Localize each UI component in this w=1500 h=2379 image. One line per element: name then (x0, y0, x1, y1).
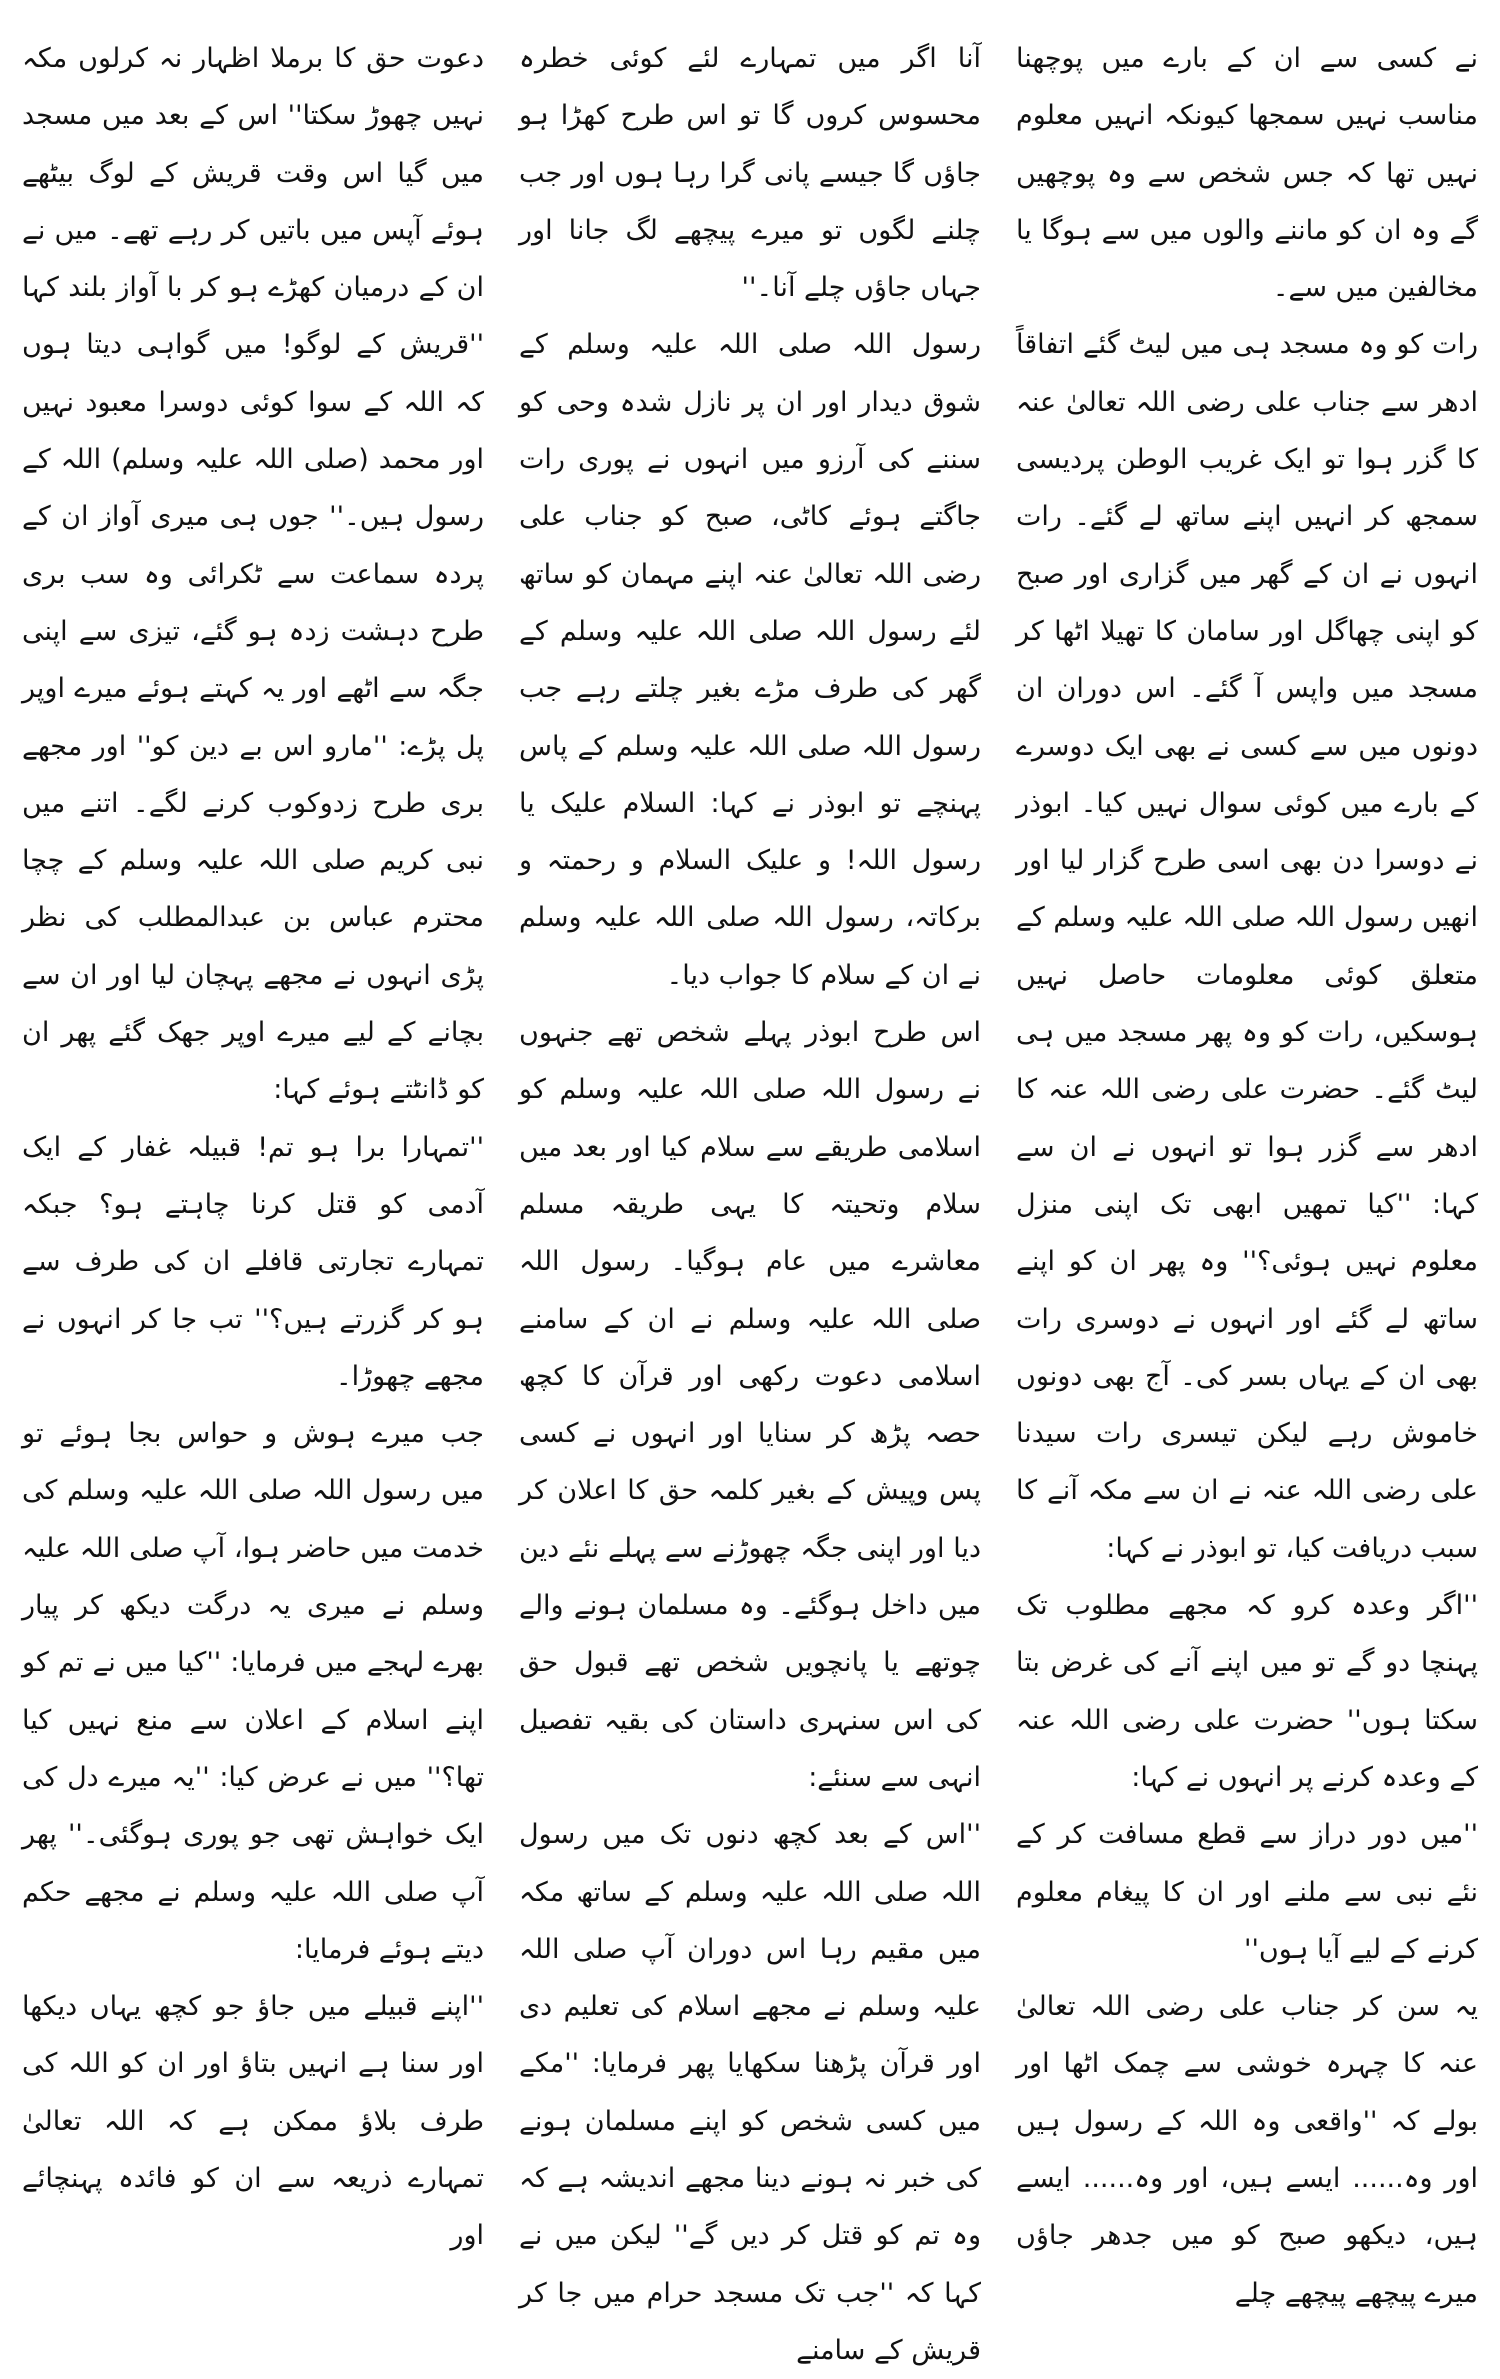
article-column-right (1016, 30, 1478, 2309)
article-column-middle (519, 30, 981, 2366)
paragraph: ''تمہارا برا ہو تم! قبیلہ غفار کے ایک آدمی کو قتل کرنا چاہتے ہو؟ جبکہ تمہارے تجارتی قافلے ان کی طرف سے ہو کر گزرتے ہیں؟'' تب جا کر انہوں نے مجھے چھوڑا۔ (22, 1131, 484, 1392)
paragraph: ''اس کے بعد کچھ دنوں تک میں رسول اللہ صلی اللہ علیہ وسلم کے ساتھ مکہ میں مقیم رہا اس دوران آپ صلی اللہ علیہ وسلم نے مجھے اسلام کی تعلیم دی اور قرآن پڑھنا سکھایا پھر فرمایا: ''مکے میں کسی شخص کو اپنے مسلمان ہونے کی خبر نہ ہونے دینا مجھے اندیشہ ہے کہ وہ تم کو قتل کر دیں گے'' لیکن میں نے کہا کہ ''جب تک مسجد حرام میں جا کر قریش کے سامنے (519, 1819, 981, 2366)
paragraph: نے کسی سے ان کے بارے میں پوچھنا مناسب نہیں سمجھا کیونکہ انہیں معلوم نہیں تھا کہ جس شخص سے وہ پوچھیں گے وہ ان کو ماننے والوں میں سے ہوگا یا مخالفین میں سے۔ (1016, 43, 1478, 304)
paragraph: جب میرے ہوش و حواس بجا ہوئے تو میں رسول اللہ صلی اللہ علیہ وسلم کی خدمت میں حاضر ہوا، آپ صلی اللہ علیہ وسلم نے میری یہ درگت دیکھ کر پیار بھرے لہجے میں فرمایا: ''کیا میں نے تم کو اپنے اسلام کے اعلان سے منع نہیں کیا تھا؟'' میں نے عرض کیا: ''یہ میرے دل کی ایک خواہش تھی جو پوری ہوگئی۔'' پھر آپ صلی اللہ علیہ وسلم نے مجھے حکم دیتے ہوئے فرمایا: (22, 1418, 484, 1965)
paragraph: ''اپنے قبیلے میں جاؤ جو کچھ یہاں دیکھا اور سنا ہے انہیں بتاؤ اور ان کو اللہ کی طرف بلاؤ ممکن ہے کہ اللہ تعالیٰ تمہارے ذریعہ سے ان کو فائدہ پہنچائے اور (22, 1991, 484, 2252)
paragraph: رات کو وہ مسجد ہی میں لیٹ گئے اتفاقاً ادھر سے جناب علی رضی اللہ تعالیٰ عنہ کا گزر ہوا تو ایک غریب الوطن پردیسی سمجھ کر انہیں اپنے ساتھ لے گئے۔ رات انہوں نے ان کے گھر میں گزاری اور صبح کو اپنی چھاگل اور سامان کا تھیلا اٹھا کر مسجد میں واپس آ گئے۔ اس دوران ان دونوں میں سے کسی نے بھی ایک دوسرے کے بارے میں کوئی سوال نہیں کیا۔ ابوذر نے دوسرا دن بھی اسی طرح گزار لیا اور انھیں رسول اللہ صلی اللہ علیہ وسلم کے متعلق کوئی معلومات حاصل نہیں ہوسکیں، رات کو وہ پھر مسجد میں ہی لیٹ گئے۔ حضرت علی رضی اللہ عنہ کا ادھر سے گزر ہوا تو انہوں نے ان سے کہا: ''کیا تمھیں ابھی تک اپنی منزل معلوم نہیں ہوئی؟'' وہ پھر ان کو اپنے ساتھ لے گئے اور انہوں نے دوسری رات بھی ان کے یہاں بسر کی۔ آج بھی دونوں خاموش رہے لیکن تیسری رات سیدنا علی رضی اللہ عنہ نے ان سے مکہ آنے کا سبب دریافت کیا، تو ابوذر نے کہا: (1016, 329, 1478, 1564)
paragraph: ''اگر وعدہ کرو کہ مجھے مطلوب تک پہنچا دو گے تو میں اپنے آنے کی غرض بتا سکتا ہوں'' حضرت علی رضی اللہ عنہ کے وعدہ کرنے پر انہوں نے کہا: (1016, 1590, 1478, 1793)
paragraph: ''میں دور دراز سے قطع مسافت کر کے نئے نبی سے ملنے اور ان کا پیغام معلوم کرنے کے لیے آیا ہوں'' (1016, 1819, 1478, 1965)
paragraph: اس طرح ابوذر پہلے شخص تھے جنہوں نے رسول اللہ صلی اللہ علیہ وسلم کو اسلامی طریقے سے سلام کیا اور بعد میں سلام وتحیتہ کا یہی طریقہ مسلم معاشرے میں عام ہوگیا۔ رسول اللہ صلی اللہ علیہ وسلم نے ان کے سامنے اسلامی دعوت رکھی اور قرآن کا کچھ حصہ پڑھ کر سنایا اور انہوں نے کسی پس وپیش کے بغیر کلمہ حق کا اعلان کر دیا اور اپنی جگہ چھوڑنے سے پہلے نئے دین میں داخل ہوگئے۔ وہ مسلمان ہونے والے چوتھے یا پانچویں شخص تھے قبول حق کی اس سنہری داستان کی بقیہ تفصیل انہی سے سنئے: (519, 1017, 981, 1793)
paragraph: آنا اگر میں تمہارے لئے کوئی خطرہ محسوس کروں گا تو اس طرح کھڑا ہو جاؤں گا جیسے پانی گرا رہا ہوں اور جب چلنے لگوں تو میرے پیچھے لگ جانا اور جہاں جاؤں چلے آنا۔'' (519, 43, 981, 304)
paragraph: یہ سن کر جناب علی رضی اللہ تعالیٰ عنہ کا چہرہ خوشی سے چمک اٹھا اور بولے کہ ''واقعی وہ اللہ کے رسول ہیں اور وہ...... ایسے ہیں، اور وہ...... ایسے ہیں، دیکھو صبح کو میں جدھر جاؤں میرے پیچھے پیچھے چلے (1016, 1991, 1478, 2309)
article-column-left (22, 30, 484, 2252)
paragraph: دعوت حق کا برملا اظہار نہ کرلوں مکہ نہیں چھوڑ سکتا'' اس کے بعد میں مسجد میں گیا اس وقت قریش کے لوگ بیٹھے ہوئے آپس میں باتیں کر رہے تھے۔ میں نے ان کے درمیان کھڑے ہو کر با آواز بلند کہا ''قریش کے لوگو! میں گواہی دیتا ہوں کہ اللہ کے سوا کوئی دوسرا معبود نہیں اور محمد (صلی اللہ علیہ وسلم) اللہ کے رسول ہیں۔'' جوں ہی میری آواز ان کے پردہ سماعت سے ٹکرائی وہ سب بری طرح دہشت زدہ ہو گئے، تیزی سے اپنی جگہ سے اٹھے اور یہ کہتے ہوئے میرے اوپر پل پڑے: ''مارو اس بے دین کو'' اور مجھے بری طرح زدوکوب کرنے لگے۔ اتنے میں نبی کریم صلی اللہ علیہ وسلم کے چچا محترم عباس بن عبدالمطلب کی نظر پڑی انہوں نے مجھے پہچان لیا اور ان سے بچانے کے لیے میرے اوپر جھک گئے پھر ان کو ڈانٹتے ہوئے کہا: (22, 43, 484, 1106)
paragraph: رسول اللہ صلی اللہ علیہ وسلم کے شوق دیدار اور ان پر نازل شدہ وحی کو سننے کی آرزو میں انہوں نے پوری رات جاگتے ہوئے کاٹی، صبح کو جناب علی رضی اللہ تعالیٰ عنہ اپنے مہمان کو ساتھ لئے رسول اللہ صلی اللہ علیہ وسلم کے گھر کی طرف مڑے بغیر چلتے رہے جب رسول اللہ صلی اللہ علیہ وسلم کے پاس پہنچے تو ابوذر نے کہا: السلام علیک یا رسول اللہ! و علیک السلام و رحمتہ و برکاتہ، رسول اللہ صلی اللہ علیہ وسلم نے ان کے سلام کا جواب دیا۔ (519, 329, 981, 991)
